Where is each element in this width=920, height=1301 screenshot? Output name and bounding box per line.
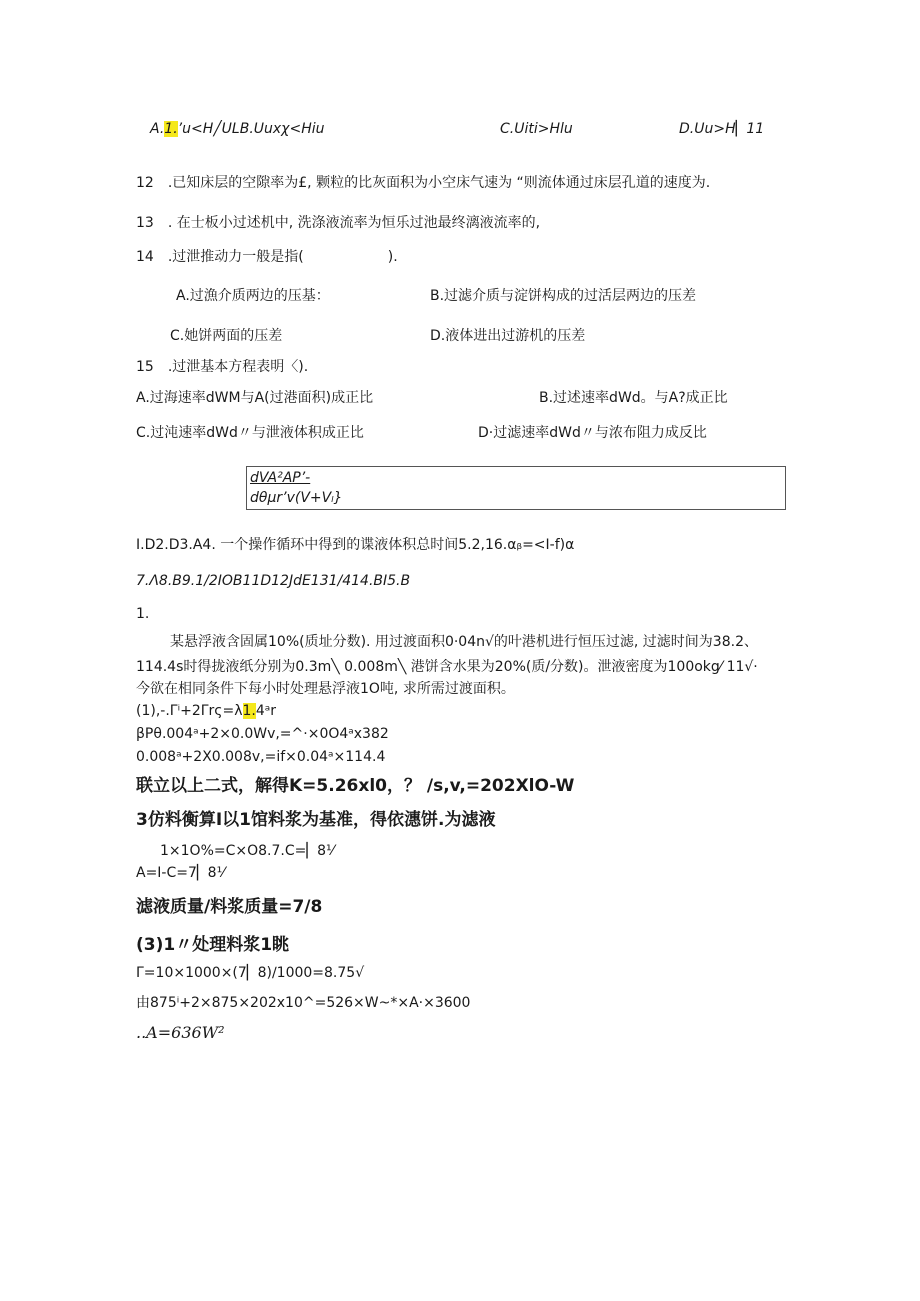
solution-line-1-suffix: 4ᵃr xyxy=(255,703,277,719)
question-14: 14 .过泄推动力一般是指( ). xyxy=(136,249,398,265)
formula-box xyxy=(246,466,786,510)
q15-option-b: B.过述速率dWd。与A?成正比 xyxy=(539,390,728,406)
answer-key-line-2: 7.Λ8.B9.1/2IOB11D12JdE131/414.BI5.B xyxy=(136,573,411,589)
q14-option-b: B.过滤介质与淀饼构成的过活层两边的压差 xyxy=(430,288,697,304)
answer-key-line-1: I.D2.D3.A4. 一个操作循环中得到的谍液体积总时间5.2,16.αᵦ=<I-f)α xyxy=(136,537,575,553)
q11-option-c: C.Uiti>Hlu xyxy=(500,121,573,137)
solution-line-8: 滤液质量/料浆质量=7/8 xyxy=(136,897,323,917)
solution-line-6: 1×1O%=C×O8.7.C=▏8⅟ xyxy=(160,843,334,859)
q11-option-a-prefix: A. xyxy=(150,121,165,137)
q14-option-a: A.过漁介质两边的压基： xyxy=(176,288,330,304)
problem-line-2: 114.4s时得拢液纸分别为0.3m╲ 0.008m╲ 港饼含水果为20%(质/分数)。泄液密度为100okg⁄ 11√· xyxy=(136,659,758,675)
solution-line-5: 3仿料衡算I以1馆料浆为基准，得依潓饼.为滤液 xyxy=(136,810,496,830)
q15-option-c: C.过沌速率dWd〃与泄液体积成正比 xyxy=(136,425,364,441)
solution-line-3: 0.008ᵃ+2X0.008v,=if×0.04ᵃ×114.4 xyxy=(136,749,386,765)
formula-line-1: dVA²AP’- xyxy=(250,470,311,486)
solution-line-1 xyxy=(136,702,276,720)
q11-option-d: D.Uu>H▏11 xyxy=(679,121,765,137)
solution-line-4: 联立以上二式，解得K=5.26xl0，？ /s,v,=202XlO-W xyxy=(136,776,575,796)
formula-line-2: dθμr’v(V+Vₗ} xyxy=(250,490,343,506)
q15-option-d: D·过滤速率dWd〃与浓布阻力成反比 xyxy=(478,425,707,441)
q11-option-a-b xyxy=(150,120,324,138)
question-15: 15 .过泄基本方程表明〈). xyxy=(136,359,309,375)
q14-option-d: D.液体进出过游机的压差 xyxy=(430,328,586,344)
q14-option-c: C.她饼两面的压差 xyxy=(170,328,283,344)
solution-line-1-prefix: (1),-.Γⁱ+2Γrς=λ xyxy=(136,703,243,719)
q15-option-a: A.过海速率dWM与A(过港面积)成正比 xyxy=(136,390,374,406)
q11-option-a-highlight: 1. xyxy=(164,121,178,137)
solution-line-1-highlight: 1. xyxy=(242,703,256,719)
question-12: 12 .已知床层的空隙率为£, 颗粒的比灰面积为小空床气速为 “则流体通过床层孔道的速度为. xyxy=(136,175,711,191)
solution-line-2: βPθ.004ᵃ+2×0.0Wv,=^·×0O4ᵃx382 xyxy=(136,726,389,742)
solution-line-12: ..A=636W² xyxy=(136,1023,225,1042)
problem-line-1: 某悬浮液含固属10%(质址分数). 用过渡面积0·04n√的叶港机进行恒压过滤, 过滤时间为38.2、 xyxy=(170,634,758,650)
section-number: 1. xyxy=(136,606,150,622)
solution-line-11: 由875ⁱ+2×875×202x10^=526×W~*×A·×3600 xyxy=(136,995,471,1011)
q11-option-a-rest: ’u<H╱ULB.Uuxχ<Hiu xyxy=(177,121,325,137)
solution-line-7: A=I-C=7▏8⅟ xyxy=(136,865,225,881)
solution-line-9: (3)1〃处理料浆1眺 xyxy=(136,935,290,955)
problem-line-3: 今欲在相同条件下每小时处理悬浮液1O吨, 求所需过渡面积。 xyxy=(136,681,515,697)
question-13: 13 . 在士板小过述机中, 洗涤液流率为恒乐过池最终漓液流率的, xyxy=(136,215,541,231)
solution-line-10: Γ=10×1000×(7▏8)∕1000=8.75√ xyxy=(136,965,365,981)
